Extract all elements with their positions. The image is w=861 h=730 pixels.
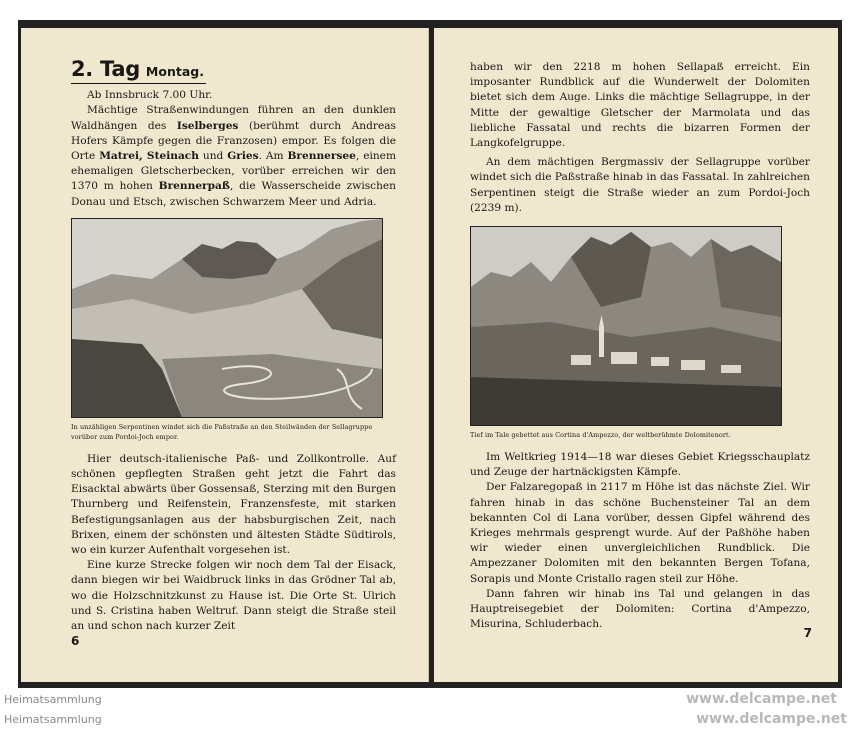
paragraph-weltkrieg: Im Weltkrieg 1914—18 war dieses Gebiet Kriegsschauplatz und Zeuge der hartnäckigsten Kämpfe. bbox=[470, 451, 810, 479]
cortina-illustration bbox=[471, 227, 781, 425]
paragraph-border-control: Hier deutsch-italienische Paß- und Zollkontrolle. Auf schönen gepflegten Straßen geht jetzt die Fahrt das Eisacktal abwärts über Gossensaß, Sterzing mit den Burgen Thurnberg und Reifenstein, Franzensfeste, mit starken Befestigungsanlagen aus der habsburgischen Zeit, nach Brixen, einem der schönsten und ältesten Städte Südtirols, wo ein kurzer Aufenthalt vorgesehen ist. bbox=[71, 452, 396, 557]
book-spread bbox=[18, 20, 842, 688]
paragraph-intro: Mächtige Straßenwindungen führen an den dunklen Waldhängen des Iselberges (berühmt durch Andreas Hofers Kämpfe gegen die Franzosen) empor. Es folgen die Orte Matrei, Steinach und Gries. Am Brennersee, einem ehemaligen Gletscherbecken, vorüber erreichen wir den 1370 m hohen Brennerpaß, die Wasserscheide zwischen Donau und Etsch, zwischen Schwarzem Meer und Adria. bbox=[71, 104, 396, 208]
day-title: 2. Tag bbox=[71, 57, 140, 81]
departure-line: Ab Innsbruck 7.00 Uhr. bbox=[87, 89, 213, 102]
right-page bbox=[434, 28, 838, 682]
left-photo-caption: In unzähligen Serpentinen windet sich die Paßstraße an den Steilwänden der Sellagruppe vorüber zum Pordoi-Joch empor. bbox=[71, 422, 373, 441]
watermark-heimatsammlung-top: Heimatsammlung bbox=[4, 693, 102, 706]
paragraph-pordoi: An dem mächtigen Bergmassiv der Sellagruppe vorüber windet sich die Paßstraße hinab in das Fassatal. In zahlreichen Serpentinen steigt die Straße wieder an zum Pordoi-Joch (2239 m). bbox=[470, 156, 810, 214]
serpentine-road-illustration bbox=[72, 219, 382, 417]
right-page-number: 7 bbox=[803, 626, 812, 640]
watermark-heimatsammlung-bottom: Heimatsammlung bbox=[4, 713, 102, 726]
left-page bbox=[21, 28, 429, 682]
cortina-photo bbox=[470, 226, 782, 426]
watermark-delcampe-bottom: www.delcampe.net bbox=[696, 711, 847, 727]
left-page-number: 6 bbox=[71, 634, 80, 648]
paragraph-cortina: Dann fahren wir hinab ins Tal und gelangen in das Hauptreisegebiet der Dolomiten: Cortina d'Ampezzo, Misurina, Schluderbach. bbox=[470, 587, 810, 631]
right-photo-caption: Tief im Tale gebettet aus Cortina d'Ampezzo, der weltberühmte Dolomitenort. bbox=[470, 431, 731, 440]
paragraph-sellapass: haben wir den 2218 m hohen Sellapaß erreicht. Ein imposanter Rundblick auf die Wunderwelt der Dolomiten bietet sich dem Auge. Links die mächtige Sellagruppe, in der Mitte der gewaltige Gletscher der Marmolata und das liebliche Fassatal und rechts die bizarren Formen der Langkofelgruppe. bbox=[470, 61, 810, 150]
paragraph-falzarego: Der Falzaregopaß in 2117 m Höhe ist das nächste Ziel. Wir fahren hinab in das schöne Buchensteiner Tal an dem bekannten Col di Lana vorüber, dessen Gipfel während des Krieges mehrmals gesprengt wurde. Auf der Paßhöhe haben wir wieder einen unvergleichlichen Rundblick. Die Ampezzaner Dolomiten mit den bekannten Bergen Tofana, Sorapis und Monte Cristallo ragen steil zur Höhe. bbox=[470, 481, 810, 585]
heading-rule bbox=[71, 83, 206, 84]
day-subtitle: Montag. bbox=[145, 64, 204, 79]
paragraph-groedner-tal: Eine kurze Strecke folgen wir noch dem Tal der Eisack, dann biegen wir bei Waidbruck links in das Grödner Tal ab, wo die Holzschnitzkunst zu Hause ist. Die Orte St. Ulrich und S. Cristina haben Weltruf. Dann steigt die Straße steil an und schon nach kurzer Zeit bbox=[71, 559, 396, 633]
day-heading bbox=[71, 57, 396, 81]
serpentine-road-photo bbox=[71, 218, 383, 418]
watermark-delcampe-top: www.delcampe.net bbox=[686, 691, 837, 707]
